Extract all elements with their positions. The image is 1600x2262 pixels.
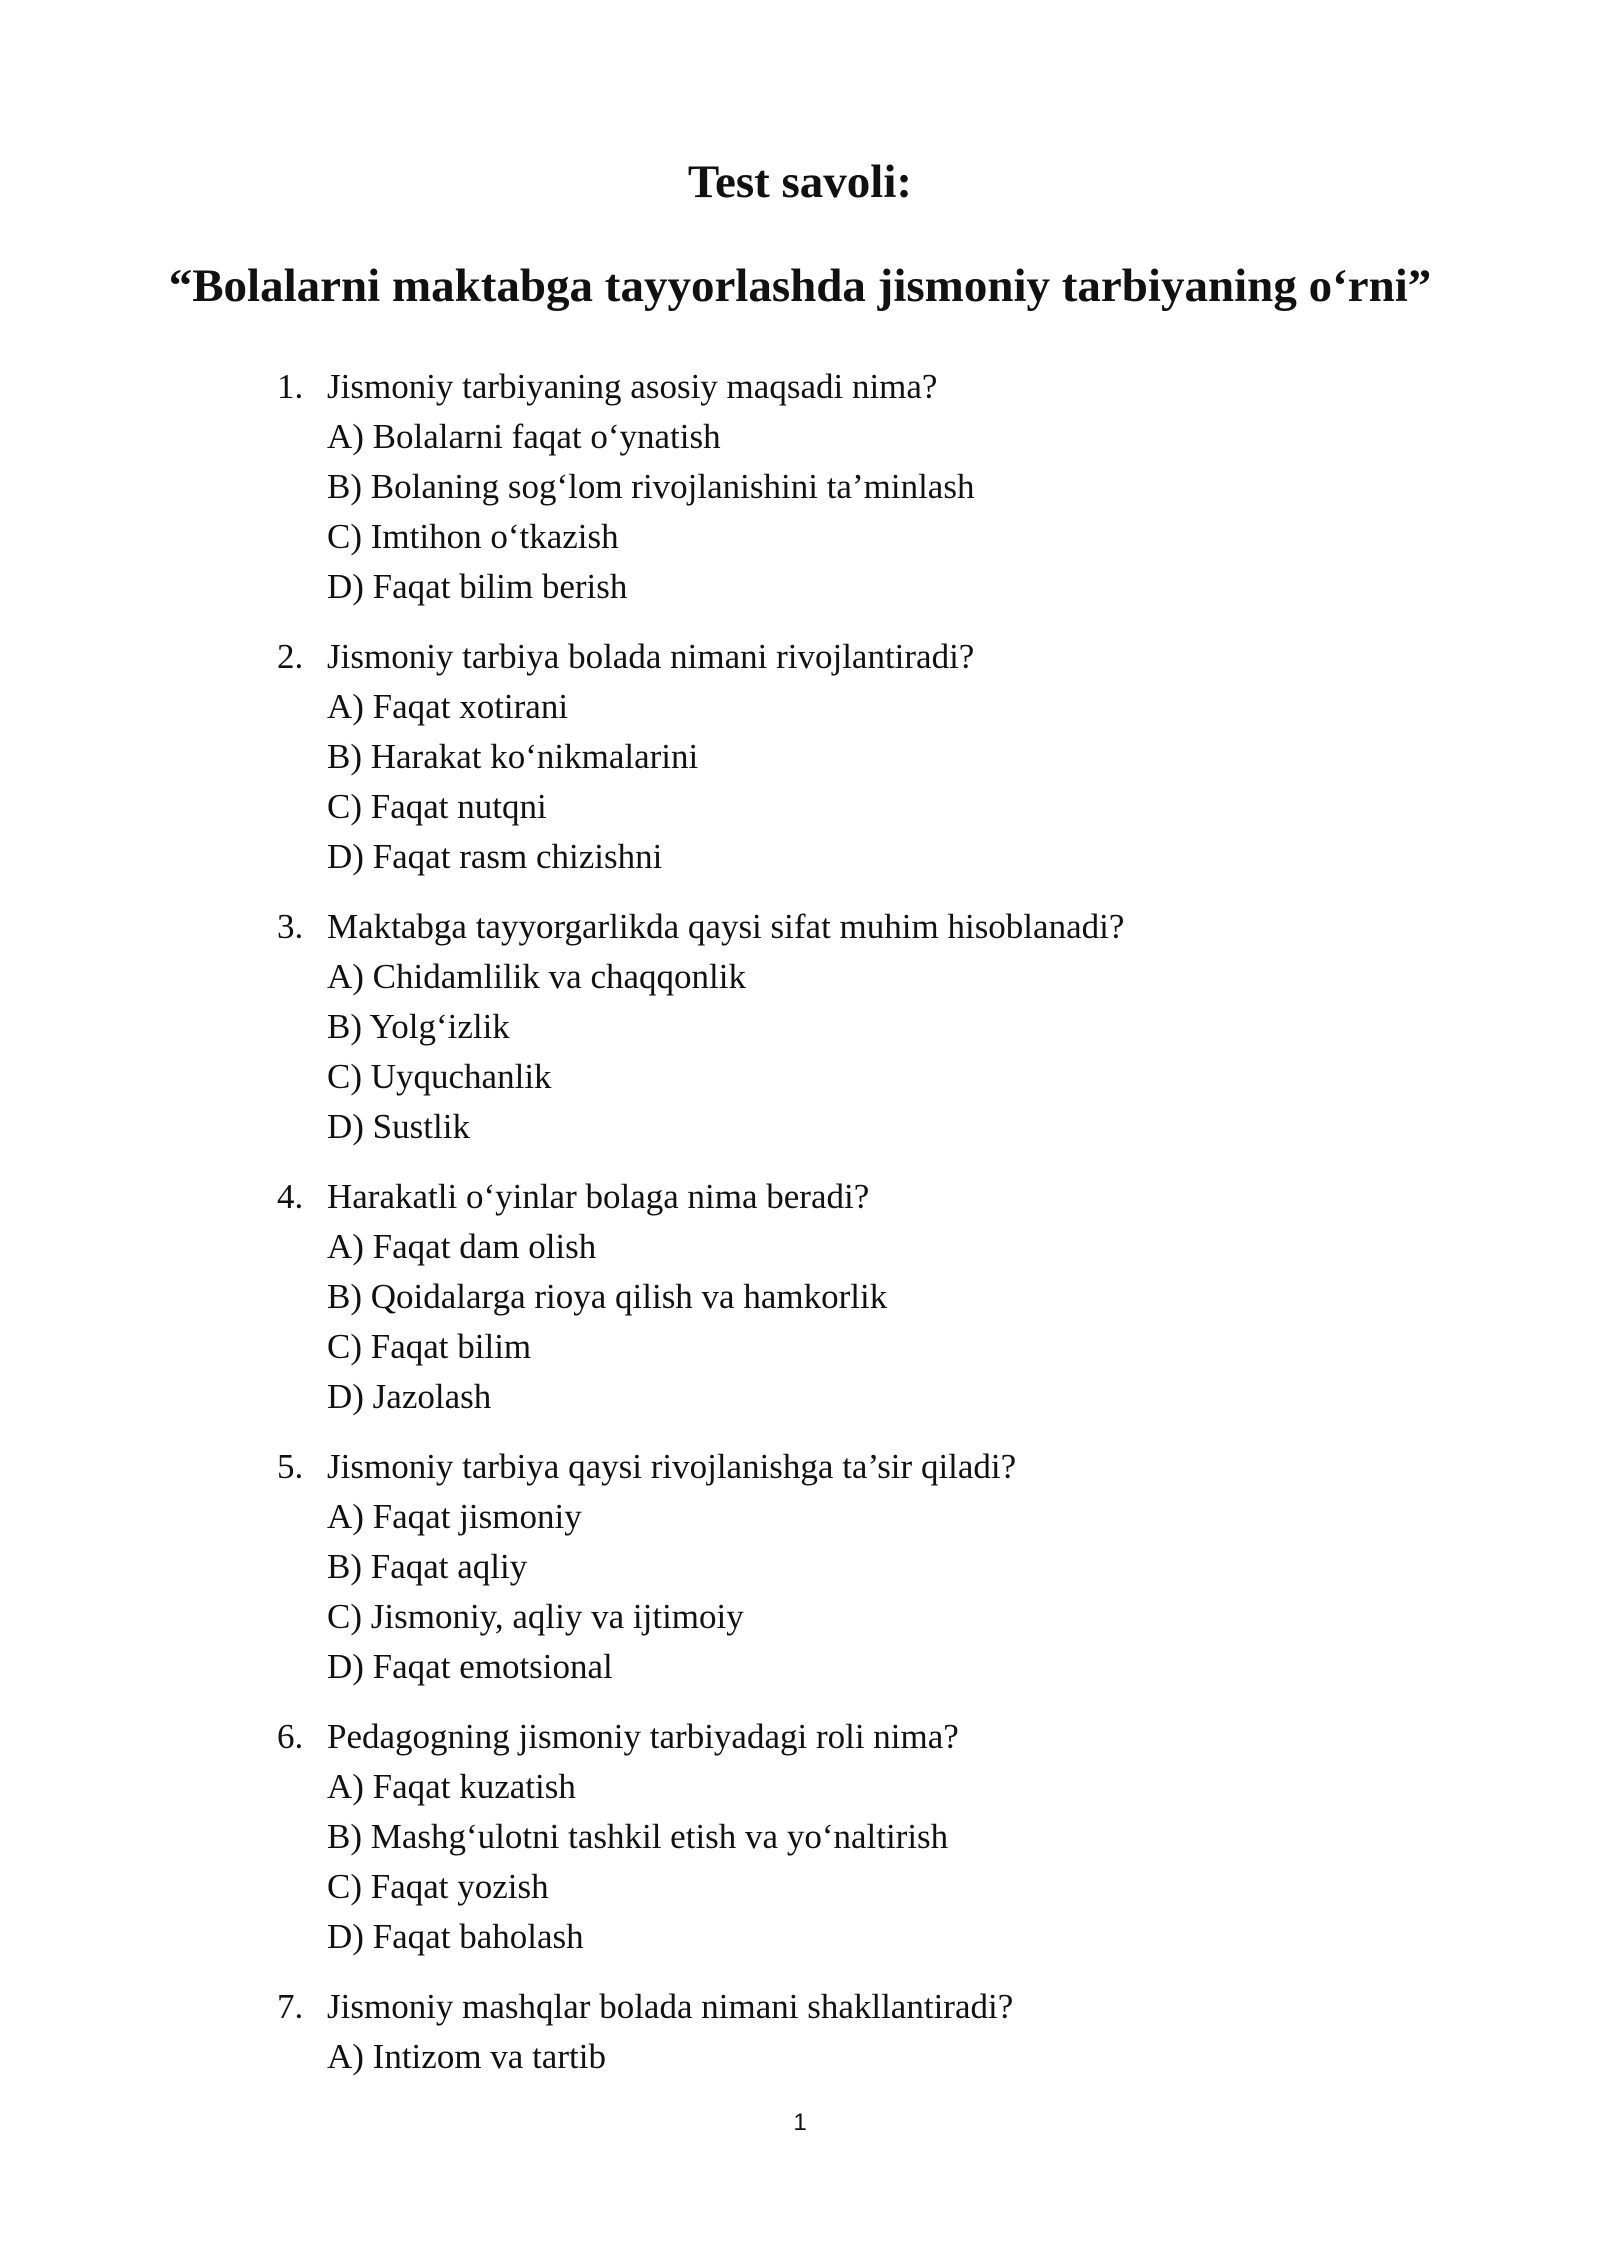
answer-option: D) Faqat bilim berish <box>327 567 628 606</box>
question-item <box>277 1982 1477 2082</box>
question-number: 2. <box>277 637 304 676</box>
answer-option: A) Faqat kuzatish <box>327 1767 576 1806</box>
answer-option: A) Faqat xotirani <box>327 687 569 726</box>
answer-option: B) Qoidalarga rioya qilish va hamkorlik <box>327 1277 888 1316</box>
question-text: Jismoniy tarbiyaning asosiy maqsadi nima? <box>327 367 938 406</box>
answer-option: B) Yolg‘izlik <box>327 1007 510 1046</box>
question-item <box>277 632 1477 882</box>
answer-option: C) Jismoniy, aqliy va ijtimoiy <box>327 1597 744 1636</box>
answer-options <box>327 682 1477 882</box>
question-number: 6. <box>277 1717 304 1756</box>
document-title: “Bolalarni maktabga tayyorlashda jismoniy tarbiyaning o‘rni” <box>168 260 1432 312</box>
answer-option: C) Faqat bilim <box>327 1327 532 1366</box>
answer-options <box>327 1222 1477 1422</box>
answer-option: A) Chidamlilik va chaqqonlik <box>327 957 746 996</box>
answer-option: B) Faqat aqliy <box>327 1547 528 1586</box>
question-item <box>277 362 1477 612</box>
question-number: 3. <box>277 907 304 946</box>
answer-options <box>327 952 1477 1152</box>
question-item <box>277 1442 1477 1692</box>
document-heading: Test savoli: <box>687 156 913 208</box>
question-text: Jismoniy tarbiya qaysi rivojlanishga ta’sir qiladi? <box>327 1447 1017 1486</box>
question-text: Maktabga tayyorgarlikda qaysi sifat muhim hisoblanadi? <box>327 907 1125 946</box>
answer-option: D) Faqat emotsional <box>327 1647 613 1686</box>
question-item <box>277 1172 1477 1422</box>
question-number: 5. <box>277 1447 304 1486</box>
answer-options <box>327 412 1477 612</box>
answer-option: D) Faqat baholash <box>327 1917 584 1956</box>
answer-option: D) Jazolash <box>327 1377 492 1416</box>
answer-options <box>327 1492 1477 1692</box>
page-number: 1 <box>793 2109 807 2136</box>
answer-options <box>327 1762 1477 1962</box>
answer-option: C) Faqat nutqni <box>327 787 547 826</box>
answer-option: A) Bolalarni faqat o‘ynatish <box>327 417 721 456</box>
answer-option: A) Intizom va tartib <box>327 2037 606 2076</box>
question-item <box>277 1712 1477 1962</box>
answer-option: C) Imtihon o‘tkazish <box>327 517 619 556</box>
question-text: Harakatli o‘yinlar bolaga nima beradi? <box>327 1177 870 1216</box>
answer-option: B) Harakat ko‘nikmalarini <box>327 737 699 776</box>
question-text: Jismoniy tarbiya bolada nimani rivojlantiradi? <box>327 637 975 676</box>
question-list <box>277 362 1477 2102</box>
answer-option: A) Faqat dam olish <box>327 1227 597 1266</box>
question-number: 7. <box>277 1987 304 2026</box>
question-item <box>277 902 1477 1152</box>
answer-option: C) Uyquchanlik <box>327 1057 552 1096</box>
answer-option: D) Faqat rasm chizishni <box>327 837 663 876</box>
answer-option: B) Mashg‘ulotni tashkil etish va yo‘naltirish <box>327 1817 949 1856</box>
answer-option: A) Faqat jismoniy <box>327 1497 582 1536</box>
answer-option: B) Bolaning sog‘lom rivojlanishini ta’minlash <box>327 467 975 506</box>
question-text: Pedagogning jismoniy tarbiyadagi roli nima? <box>327 1717 959 1756</box>
question-number: 1. <box>277 367 304 406</box>
answer-option: D) Sustlik <box>327 1107 470 1146</box>
question-text: Jismoniy mashqlar bolada nimani shakllantiradi? <box>327 1987 1014 2026</box>
answer-options <box>327 2032 1477 2082</box>
question-number: 4. <box>277 1177 304 1216</box>
answer-option: C) Faqat yozish <box>327 1867 549 1906</box>
